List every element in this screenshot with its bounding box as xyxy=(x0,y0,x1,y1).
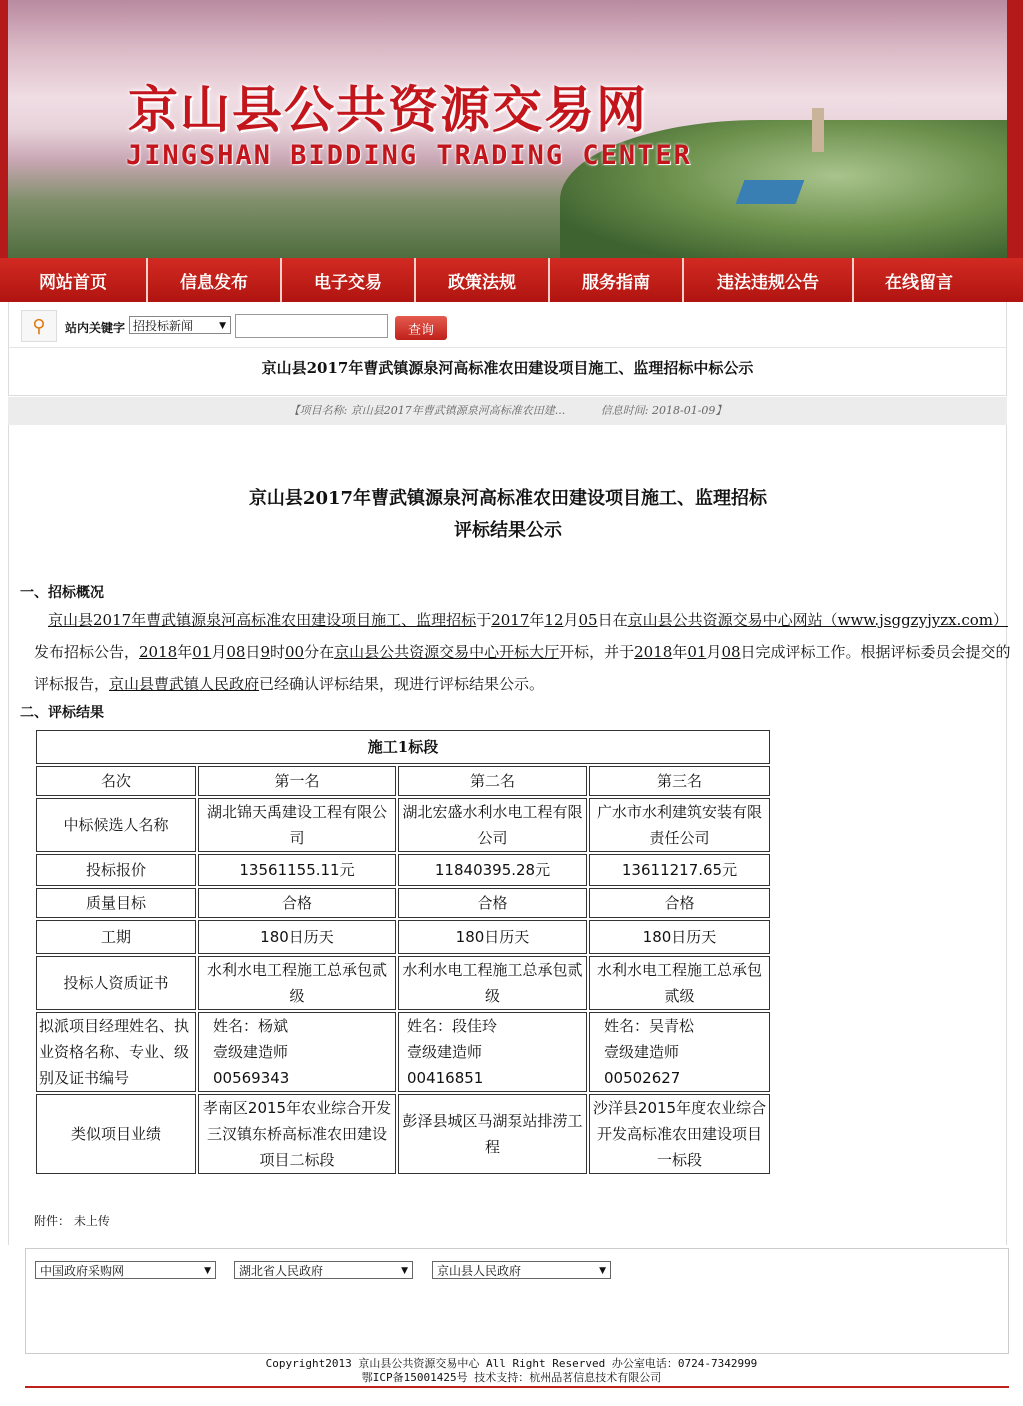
link-select-hubei[interactable]: 湖北省人民政府 ▼ xyxy=(234,1261,413,1279)
nav-item-service[interactable]: 服务指南 xyxy=(550,258,684,302)
section-overview: 一、招标概况 xyxy=(20,585,104,601)
row-label: 工期 xyxy=(36,920,196,954)
overview-paragraph: 京山县2017年曹武镇源泉河高标准农田建设项目施工、监理招标于2017年12月05日在京山县公共资源交易中心网站（www.jsggzyjyzx.com）发布招标公告，2018年01月08日9时00分在京山县公共资源交易中心开标大厅开标，并于2018年01月08日完成评标工作。根据评标委员会提交的评标报告，京山县曹武镇人民政府已经确认评标结果，现进行评标结果公示。 xyxy=(34,611,1011,693)
site-title-english: JINGSHAN BIDDING TRADING CENTER xyxy=(126,140,692,171)
article-subheading: 评标结果公示 xyxy=(454,520,562,541)
row-label: 中标候选人名称 xyxy=(36,798,196,852)
table-header-cell: 第一名 xyxy=(198,766,396,796)
banner-right-border xyxy=(1007,0,1023,258)
table-cell: 180日历天 xyxy=(198,920,396,954)
link-select-jingshan[interactable]: 京山县人民政府 ▼ xyxy=(432,1261,611,1279)
table-cell: 湖北宏盛水利水电工程有限公司 xyxy=(398,798,587,852)
manager-cell: 姓名：吴青松 壹级建造师 00502627 xyxy=(589,1012,770,1092)
table-caption: 施工1标段 xyxy=(36,730,770,764)
table-header-cell: 名次 xyxy=(36,766,196,796)
results-table xyxy=(34,728,772,1176)
project-name: 【项目名称: 京山县2017年曹武镇源泉河高标准农田建... xyxy=(288,404,566,417)
table-cell: 合格 xyxy=(398,888,587,918)
table-cell: 合格 xyxy=(198,888,396,918)
row-label: 类似项目业绩 xyxy=(36,1094,196,1174)
nav-item-info[interactable]: 信息发布 xyxy=(148,258,282,302)
info-time: 信息时间: 2018-01-09】 xyxy=(600,404,727,417)
article-heading: 京山县2017年曹武镇源泉河高标准农田建设项目施工、监理招标 xyxy=(248,488,768,509)
banner-court xyxy=(736,180,805,204)
footer-divider xyxy=(25,1386,1009,1388)
table-row-manager xyxy=(36,1012,770,1092)
attachment-note: 附件： 未上传 xyxy=(34,1214,110,1228)
friendly-links xyxy=(25,1248,1009,1354)
table-row xyxy=(36,854,770,886)
nav-item-violation[interactable]: 违法违规公告 xyxy=(684,258,854,302)
main-nav xyxy=(0,258,1023,302)
table-cell: 180日历天 xyxy=(589,920,770,954)
manager-cell: 姓名：杨斌 壹级建造师 00569343 xyxy=(198,1012,396,1092)
row-label: 投标人资质证书 xyxy=(36,956,196,1010)
nav-item-message[interactable]: 在线留言 xyxy=(885,272,953,293)
table-row xyxy=(36,798,770,852)
table-cell: 13611217.65元 xyxy=(589,854,770,886)
table-cell: 水利水电工程施工总承包贰级 xyxy=(198,956,396,1010)
table-cell: 湖北锦天禹建设工程有限公司 xyxy=(198,798,396,852)
nav-item-policy[interactable]: 政策法规 xyxy=(416,258,550,302)
table-cell: 水利水电工程施工总承包贰级 xyxy=(398,956,587,1010)
table-cell: 彭泽县城区马湖泵站排涝工程 xyxy=(398,1094,587,1174)
table-cell: 沙洋县2015年度农业综合开发高标准农田建设项目一标段 xyxy=(589,1094,770,1174)
table-cell: 13561155.11元 xyxy=(198,854,396,886)
table-row xyxy=(36,888,770,918)
table-cell: 180日历天 xyxy=(398,920,587,954)
table-row xyxy=(36,1094,770,1174)
nav-item-home[interactable]: 网站首页 xyxy=(0,258,148,302)
table-cell: 广水市水利建筑安装有限责任公司 xyxy=(589,798,770,852)
table-cell: 11840395.28元 xyxy=(398,854,587,886)
info-bar xyxy=(8,397,1007,425)
table-header-row xyxy=(36,766,770,796)
header-banner xyxy=(0,0,1023,258)
nav-item-etrade[interactable]: 电子交易 xyxy=(282,258,416,302)
search-icon: ⚲ xyxy=(21,310,57,342)
table-header-cell: 第二名 xyxy=(398,766,587,796)
page-title: 京山县2017年曹武镇源泉河高标准农田建设项目施工、监理招标中标公示 xyxy=(8,348,1007,396)
section-results: 二、评标结果 xyxy=(20,705,104,721)
search-label: 站内关键字 xyxy=(65,321,126,335)
footer-icp: 鄂ICP备15001425号 技术支持：杭州品茗信息技术有限公司 xyxy=(361,1371,662,1384)
link-select-ccgp[interactable]: 中国政府采购网 ▼ xyxy=(35,1261,216,1279)
search-category-select[interactable]: 招投标新闻 ▼ xyxy=(129,316,231,334)
table-cell: 孝南区2015年农业综合开发三汊镇东桥高标准农田建设项目二标段 xyxy=(198,1094,396,1174)
search-input[interactable] xyxy=(235,314,388,338)
row-label: 质量目标 xyxy=(36,888,196,918)
table-cell: 合格 xyxy=(589,888,770,918)
footer-copyright: Copyright2013 京山县公共资源交易中心 All Right Reserved 办公室电话：0724-7342999 xyxy=(265,1357,758,1370)
table-header-cell: 第三名 xyxy=(589,766,770,796)
website-link[interactable]: 京山县公共资源交易中心网站（www.jsggzyjyzx.com） xyxy=(627,611,1008,629)
manager-cell: 姓名：段佳玲 壹级建造师 00416851 xyxy=(398,1012,587,1092)
search-bar xyxy=(8,302,1007,348)
row-label: 投标报价 xyxy=(36,854,196,886)
search-button[interactable]: 查询 xyxy=(395,316,447,340)
banner-tower xyxy=(812,108,824,152)
row-label: 拟派项目经理姓名、执业资格名称、专业、级别及证书编号 xyxy=(36,1012,196,1092)
table-cell: 水利水电工程施工总承包贰级 xyxy=(589,956,770,1010)
banner-left-border xyxy=(0,0,8,258)
table-row xyxy=(36,920,770,954)
table-row xyxy=(36,956,770,1010)
site-title: 京山县公共资源交易网 xyxy=(128,81,648,139)
